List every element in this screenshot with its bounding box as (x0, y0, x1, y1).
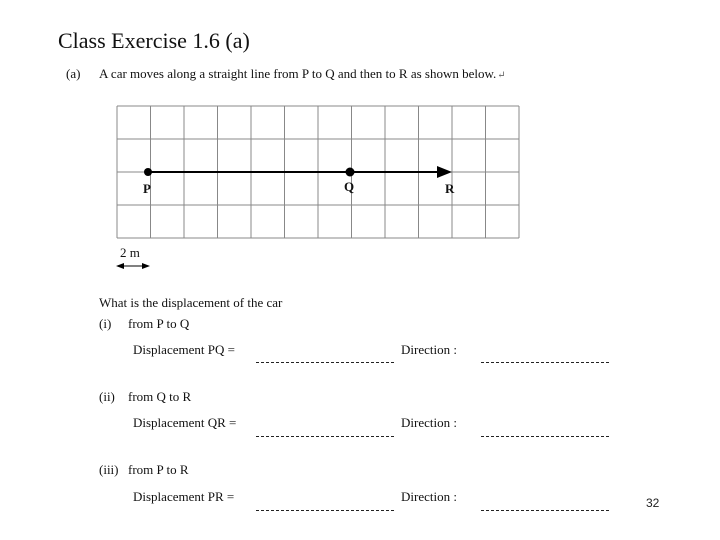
displacement-pq-label: Displacement PQ = (133, 342, 235, 357)
slide-number: 32 (646, 496, 660, 510)
part-1-text: from P to Q (128, 316, 190, 331)
part-1-number: (i) (99, 316, 112, 331)
part-3-number: (iii) (99, 462, 119, 477)
return-mark-icon: ↵ (497, 70, 506, 81)
point-p-label: P (143, 181, 151, 196)
scale-arrow-right-icon (142, 263, 150, 269)
scale-label: 2 m (120, 245, 140, 260)
question-text-content: A car moves along a straight line from P to Q and then to R as shown below. (99, 66, 497, 81)
arrow-head-icon (437, 166, 452, 178)
displacement-qr-label: Displacement QR = (133, 415, 237, 430)
part-2-text: from Q to R (128, 389, 192, 404)
displacement-pq-answer-line[interactable] (256, 362, 394, 363)
direction-pr-label: Direction : (401, 489, 457, 504)
point-q-dot (346, 168, 355, 177)
displacement-pr-answer-line[interactable] (256, 510, 394, 511)
sub-question: What is the displacement of the car (99, 295, 283, 310)
direction-pq-answer-line[interactable] (481, 362, 609, 363)
part-2-number: (ii) (99, 389, 115, 404)
direction-qr-label: Direction : (401, 415, 457, 430)
slide-title: Class Exercise 1.6 (a) (58, 28, 250, 53)
scale-arrow-left-icon (116, 263, 124, 269)
displacement-qr-answer-line[interactable] (256, 436, 394, 437)
direction-qr-answer-line[interactable] (481, 436, 609, 437)
question-label: (a) (66, 66, 81, 81)
point-p-dot (144, 168, 152, 176)
direction-pr-answer-line[interactable] (481, 510, 609, 511)
point-r-label: R (445, 181, 455, 196)
point-q-label: Q (344, 179, 355, 194)
displacement-pr-label: Displacement PR = (133, 489, 235, 504)
part-3-text: from P to R (128, 462, 189, 477)
direction-pq-label: Direction : (401, 342, 457, 357)
